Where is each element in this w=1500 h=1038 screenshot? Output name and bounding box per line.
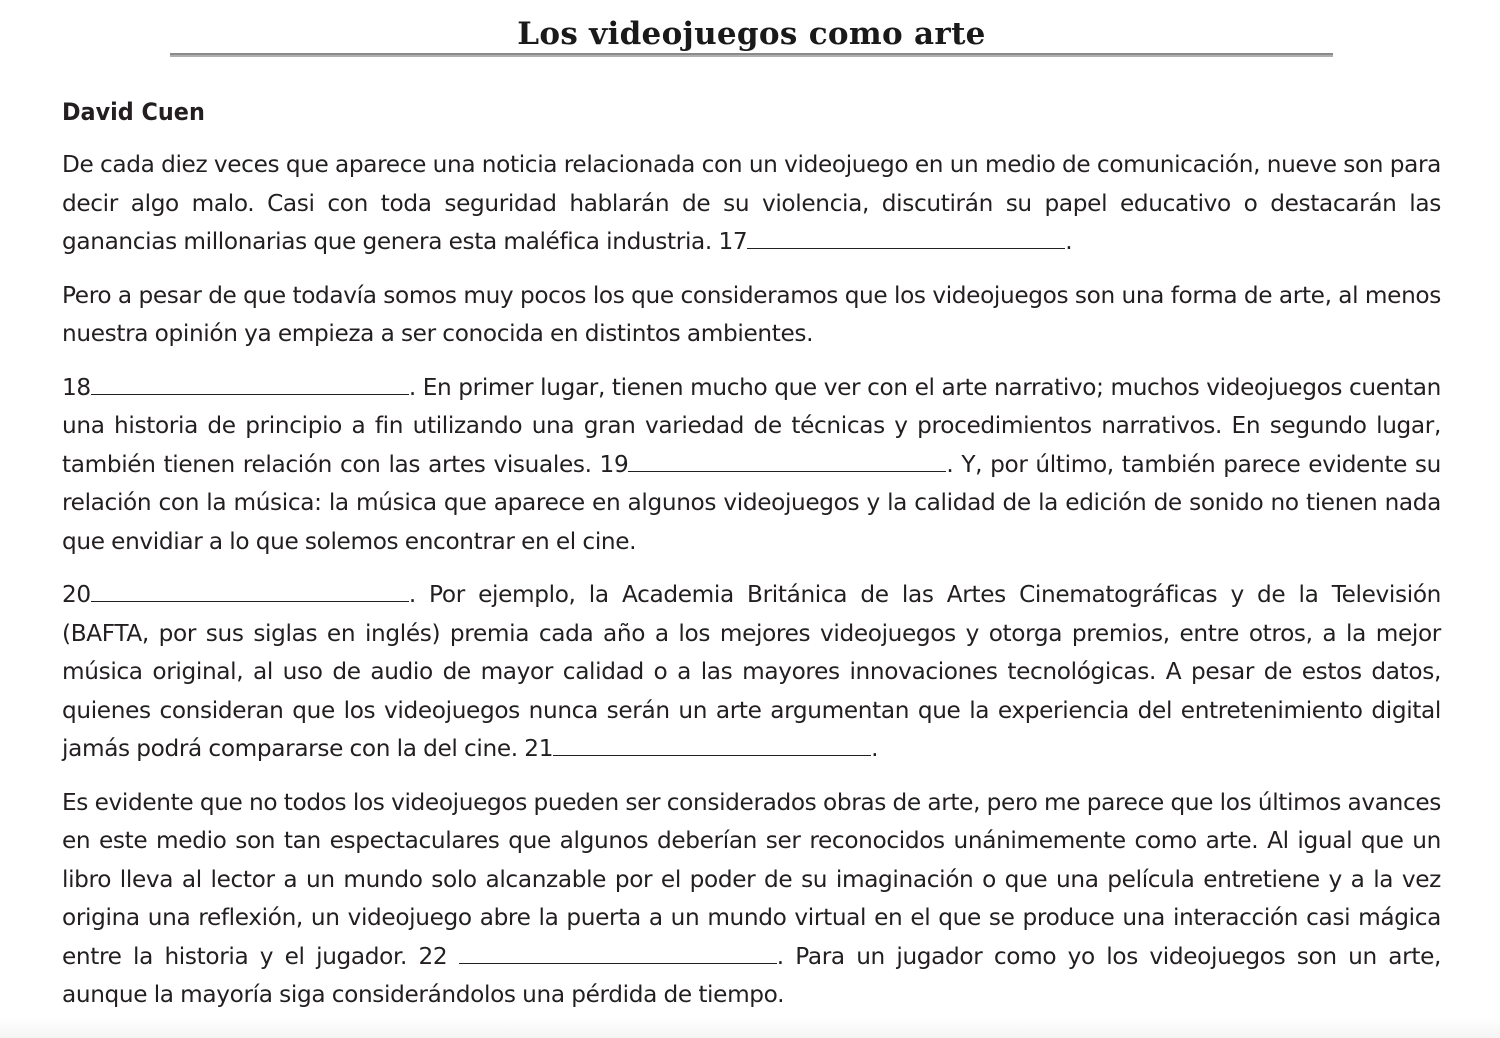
paragraph-4-text: . Por ejemplo, la Academia Británica de las Artes Cinematográficas y de la Televisión (BAFTA, por sus siglas en inglés) premia cada año a los mejores videojuegos y otorga premios, entre otros, a la mejor música original, al uso de audio de mayor calidad o a las mayores innovaciones tecnológicas. A pesar de estos datos, quienes consideran que los videojuegos nunca serán un arte argumentan que la experiencia del entretenimiento digital jamás podrá compararse con la del cine. 21: [62, 581, 1441, 762]
title-container: [170, 12, 1333, 56]
gap-22-blank[interactable]: [459, 943, 777, 964]
page-bottom-edge: [0, 1018, 1500, 1038]
paragraph-2: [62, 277, 1441, 354]
gap-18-number: 18: [62, 373, 91, 401]
paragraph-3-end: . Y, por último, también parece evidente su relación con la música: la música que aparece en algunos videojuegos y la calidad de la edición de sonido no tienen nada que envidiar a lo que solemos encontrar en el cine.: [62, 450, 1441, 555]
paragraph-3: [62, 369, 1441, 562]
paragraph-1: [62, 146, 1441, 262]
paragraph-5-text: Es evidente que no todos los videojuegos pueden ser considerados obras de arte, pero me parece que los últimos avances en este medio son tan espectaculares que algunos deberían ser reconocidos unánimemente como arte. Al igual que un libro lleva al lector a un mundo solo alcanzable por el poder de su imaginación o que una película entretiene y a la vez origina una reflexión, un videojuego abre la puerta a un mundo virtual en el que se produce una interacción casi mágica entre la historia y el jugador. 22: [62, 788, 1441, 970]
author-name: David Cuen: [62, 98, 205, 126]
paragraph-5: [62, 784, 1441, 1015]
paragraph-5-end: . Para un jugador como yo los videojuegos son un arte, aunque la mayoría siga considerándolos una pérdida de tiempo.: [62, 942, 1442, 1008]
gap-19-blank[interactable]: [628, 451, 946, 472]
paragraph-4: [62, 576, 1441, 769]
gap-21-blank[interactable]: [553, 735, 871, 756]
article-body: [62, 146, 1441, 1030]
gap-18-blank[interactable]: [91, 374, 409, 395]
paragraph-3-text: . En primer lugar, tienen mucho que ver con el arte narrativo; muchos videojuegos cuentan una historia de principio a fin utilizando una gran variedad de técnicas y procedimientos narrativos. En segundo lugar, también tienen relación con las artes visuales. 19: [62, 373, 1441, 478]
article-title: Los videojuegos como arte: [517, 16, 986, 52]
gap-20-number: 20: [62, 581, 91, 608]
gap-20-blank[interactable]: [91, 581, 409, 602]
paragraph-1-text: De cada diez veces que aparece una noticia relacionada con un videojuego en un medio de comunicación, nueve son para decir algo malo. Casi con toda seguridad hablarán de su violencia, discutirán su papel educativo o destacarán las ganancias millonarias que genera esta maléfica industria. 17: [62, 151, 1441, 255]
title-underline-rule: [170, 53, 1333, 57]
paragraph-1-end: .: [1065, 228, 1073, 255]
paragraph-2-text: Pero a pesar de que todavía somos muy pocos los que consideramos que los videojuegos son una forma de arte, al menos nuestra opinión ya empieza a ser conocida en distintos ambientes.: [62, 281, 1441, 347]
gap-17-blank[interactable]: [747, 228, 1065, 249]
paragraph-4-end: .: [871, 735, 879, 762]
